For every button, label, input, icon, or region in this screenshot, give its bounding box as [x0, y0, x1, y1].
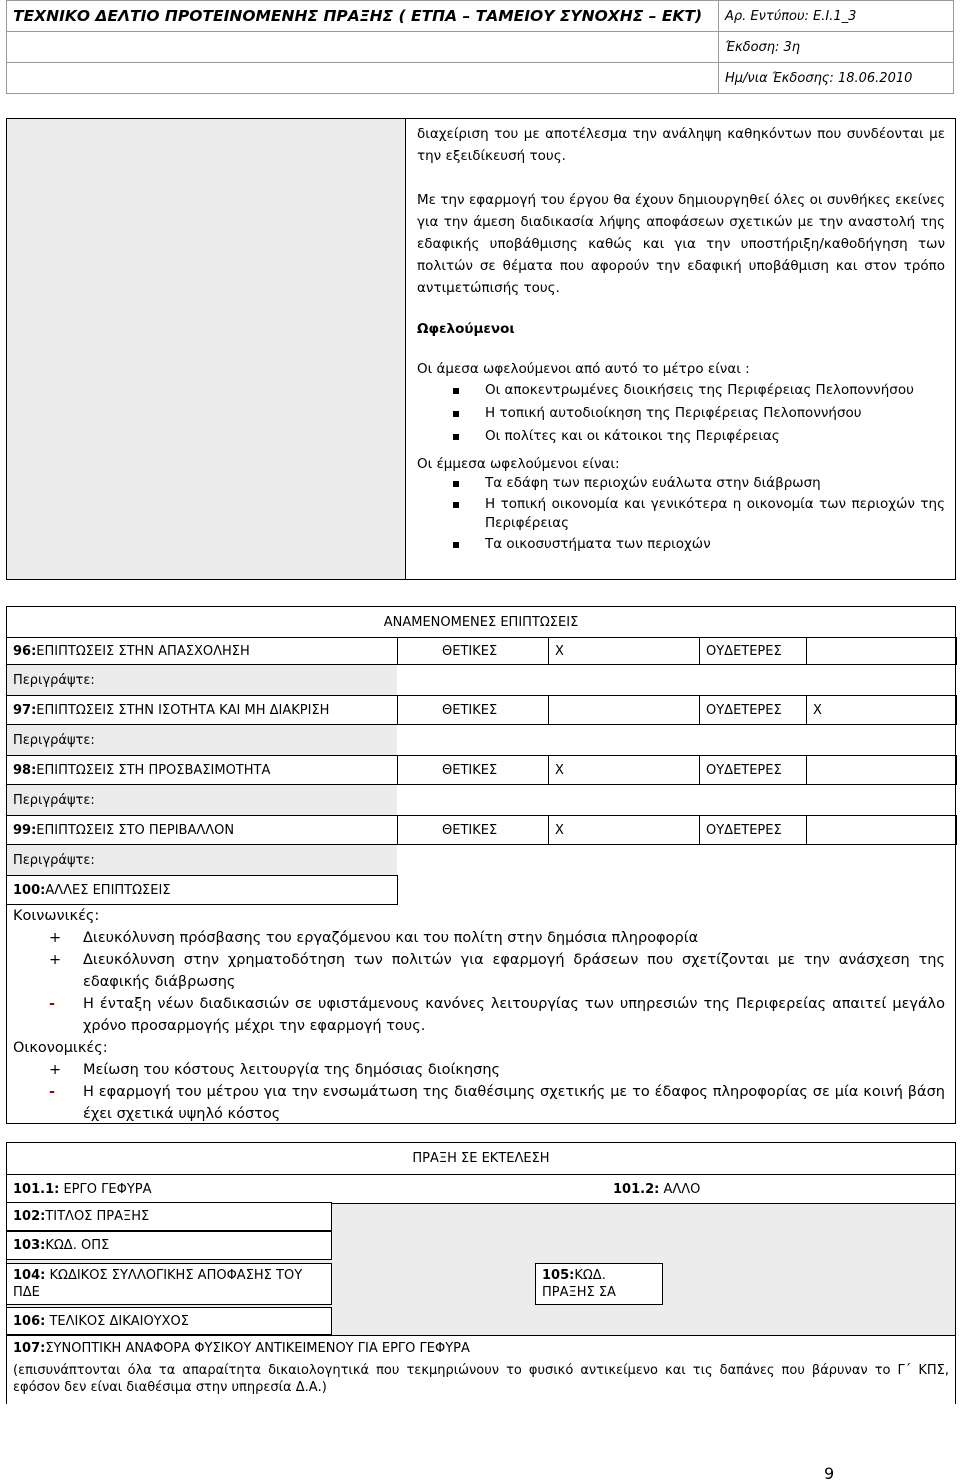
field-102: 102: ΤΙΤΛΟΣ ΠΡΑΞΗΣ [7, 1202, 955, 1231]
page-number: 9 [824, 1464, 835, 1483]
impact-row-96: 96: ΕΠΙΠΤΩΣΕΙΣ ΣΤΗΝ ΑΠΑΣΧΟΛΗΣΗ ΘΕΤΙΚΕΣ Χ ΟΥΔΕΤΕΡΕΣ [7, 637, 955, 665]
minus-icon: - [49, 996, 56, 1012]
positive-mark[interactable] [548, 695, 700, 725]
economic-heading: Οικονομικές: [13, 1040, 108, 1056]
direct-beneficiaries-intro: Οι άμεσα ωφελούμενοι από αυτό το μέτρο είναι : [417, 361, 750, 377]
document-title: ΤΕΧΝΙΚΟ ΔΕΛΤΙΟ ΠΡΟΤΕΙΝΟΜΕΝΗΣ ΠΡΑΞΗΣ ( ΕΤΠΑ – ΤΑΜΕΙΟΥ ΣΥΝΟΧΗΣ – ΕΚΤ) [7, 1, 719, 32]
describe-label: Περιγράψτε: [7, 665, 397, 695]
positive-mark[interactable]: Χ [548, 755, 700, 785]
field-103: 103: ΚΩΔ. ΟΠΣ [7, 1231, 955, 1260]
impact-row-100: 100: ΑΛΛΕΣ ΕΠΙΠΤΩΣΕΙΣ [7, 875, 955, 905]
describe-label: Περιγράψτε: [7, 785, 397, 815]
neutral-mark[interactable] [806, 637, 957, 665]
neutral-label: ΟΥΔΕΤΕΡΕΣ [699, 637, 807, 665]
field-106: 106: ΤΕΛΙΚΟΣ ΔΙΚΑΙΟΥΧΟΣ [7, 1307, 955, 1335]
impact-row-99: 99: ΕΠΙΠΤΩΣΕΙΣ ΣΤΟ ΠΕΡΙΒΑΛΛΟΝ ΘΕΤΙΚΕΣ Χ ΟΥΔΕΤΕΡΕΣ [7, 815, 955, 845]
list-item: Η τοπική οικονομία και γενικότερα η οικονομία των περιοχών της Περιφέρειας [417, 495, 945, 533]
edition: Έκδοση: 3η [719, 32, 954, 63]
neutral-label: ΟΥΔΕΤΕΡΕΣ [699, 755, 807, 785]
describe-label: Περιγράψτε: [7, 725, 397, 755]
paragraph-1: διαχείριση του με αποτέλεσμα την ανάληψη καθηκόντων που συνδέονται με την εξειδίκευσή τους. [417, 126, 945, 164]
impacts-title: ΑΝΑΜΕΝΟΜΕΝΕΣ ΕΠΙΠΤΩΣΕΙΣ [383, 614, 579, 630]
positive-label: ΘΕΤΙΚΕΣ [397, 695, 549, 725]
list-item: + Διευκόλυνση στην χρηματοδότηση των πολιτών για εφαρμογή δράσεων που σχετίζονται με την ανάσχεση της εδαφικής διάβρωσης [13, 949, 945, 993]
indirect-beneficiaries-intro: Οι έμμεσα ωφελούμενοι είναι: [417, 456, 620, 472]
field-104-105: 104: ΚΩΔΙΚΟΣ ΣΥΛΛΟΓΙΚΗΣ ΑΠΟΦΑΣΗΣ ΤΟΥ ΠΔΕ 105:ΚΩΔ. ΠΡΑΞΗΣ ΣΑ [7, 1263, 955, 1305]
square-bullet-icon [453, 434, 459, 440]
social-heading: Κοινωνικές: [13, 908, 100, 924]
list-item: + Διευκόλυνση πρόσβασης του εργαζόμενου και του πολίτη στην δημόσια πληροφορία [13, 927, 945, 949]
neutral-mark[interactable] [806, 755, 957, 785]
list-item: Οι αποκεντρωμένες διοικήσεις της Περιφέρειας Πελοποννήσου [417, 381, 945, 400]
impact-row-98: 98: ΕΠΙΠΤΩΣΕΙΣ ΣΤΗ ΠΡΟΣΒΑΣΙΜΟΤΗΤΑ ΘΕΤΙΚΕΣ Χ ΟΥΔΕΤΕΡΕΣ [7, 755, 955, 785]
neutral-mark[interactable] [806, 815, 957, 845]
square-bullet-icon [453, 542, 459, 548]
gray-column [7, 119, 406, 579]
plus-icon: + [49, 930, 62, 946]
field-101: 101.1: ΕΡΓΟ ΓΕΦΥΡΑ 101.2: ΑΛΛΟ [7, 1174, 955, 1204]
neutral-label: ΟΥΔΕΤΕΡΕΣ [699, 815, 807, 845]
plus-icon: + [49, 952, 62, 968]
positive-label: ΘΕΤΙΚΕΣ [397, 637, 549, 665]
square-bullet-icon [453, 388, 459, 394]
field-107: 107:ΣΥΝΟΠΤΙΚΗ ΑΝΑΦΟΡΑ ΦΥΣΙΚΟΥ ΑΝΤΙΚΕΙΜΕΝΟΥ ΓΙΑ ΕΡΓΟ ΓΕΦΥΡΑ (επισυνάπτονται όλα τα απαραίτητα δικαιολογητικά που τεκμηριώνουν το φυσικό αντικείμενο και τις δαπάνες που βάρυναν το Γ΄ ΚΠΣ, εφόσον δεν είναι διαθέσιμα στην υπηρεσία Δ.Α.) [7, 1335, 955, 1404]
document-header [6, 0, 954, 94]
positive-label: ΘΕΤΙΚΕΣ [397, 815, 549, 845]
paragraph-2: Με την εφαρμογή του έργου θα έχουν δημιουργηθεί όλες οι συνθήκες εκείνες για την άμεση διαδικασία λήψης αποφάσεων σχετικών με την αναστολή της εδαφικής υποβάθμισης καθώς και για την υποστήριξη/καθοδήγηση των πολιτών σε θέματα που αφορούν την εδαφική υποβάθμιση και στον τρόπο αντιμετώπισής τους. [417, 192, 945, 296]
list-item: Οι πολίτες και οι κάτοικοι της Περιφέρειας [417, 427, 945, 446]
form-number: Αρ. Εντύπου: Ε.Ι.1_3 [719, 1, 954, 32]
description-content [417, 119, 945, 579]
minus-icon: - [49, 1084, 56, 1100]
execution-title: ΠΡΑΞΗ ΣΕ ΕΚΤΕΛΕΣΗ [412, 1151, 550, 1166]
impact-row-97: 97: ΕΠΙΠΤΩΣΕΙΣ ΣΤΗΝ ΙΣΟΤΗΤΑ ΚΑΙ ΜΗ ΔΙΑΚΡΙΣΗ ΘΕΤΙΚΕΣ ΟΥΔΕΤΕΡΕΣ Χ [7, 695, 955, 725]
square-bullet-icon [453, 411, 459, 417]
square-bullet-icon [453, 502, 459, 508]
positive-mark[interactable]: Χ [548, 815, 700, 845]
describe-label: Περιγράψτε: [7, 845, 397, 875]
other-impacts-details [7, 905, 955, 1125]
beneficiaries-heading: Ωφελούμενοι [417, 321, 515, 337]
positive-label: ΘΕΤΙΚΕΣ [397, 755, 549, 785]
positive-mark[interactable]: Χ [548, 637, 700, 665]
list-item: Η τοπική αυτοδιοίκηση της Περιφέρειας Πελοποννήσου [417, 404, 945, 423]
expected-impacts-section [6, 606, 956, 1124]
execution-section [6, 1142, 956, 1404]
description-box [6, 118, 956, 580]
neutral-mark[interactable]: Χ [806, 695, 957, 725]
list-item: Τα εδάφη των περιοχών ευάλωτα στην διάβρωση [417, 474, 945, 493]
list-item: - Η ένταξη νέων διαδικασιών σε υφιστάμενους κανόνες λειτουργίας των υπηρεσιών της Περιφερείας απαιτεί μεγάλο χρόνο προσαρμογής μέχρι την εφαρμογή τους. [13, 993, 945, 1037]
neutral-label: ΟΥΔΕΤΕΡΕΣ [699, 695, 807, 725]
square-bullet-icon [453, 481, 459, 487]
list-item: + Μείωση του κόστους λειτουργία της δημόσιας διοίκησης [13, 1059, 945, 1081]
edition-date: Ημ/νια Έκδοσης: 18.06.2010 [719, 63, 954, 94]
field-107-note: (επισυνάπτονται όλα τα απαραίτητα δικαιολογητικά που τεκμηριώνουν το φυσικό αντικείμενο και τις δαπάνες που βάρυναν το Γ΄ ΚΠΣ, εφόσον δεν είναι διαθέσιμα στην υπηρεσία Δ.Α.) [13, 1363, 949, 1395]
plus-icon: + [49, 1062, 62, 1078]
list-item: - Η εφαρμογή του μέτρου για την ενσωμάτωση της διαθέσιμης σχετικής με το έδαφος πληροφορίας σε μία κοινή βάση έχει σχετικά υψηλό κόστος [13, 1081, 945, 1125]
list-item: Τα οικοσυστήματα των περιοχών [417, 535, 945, 554]
